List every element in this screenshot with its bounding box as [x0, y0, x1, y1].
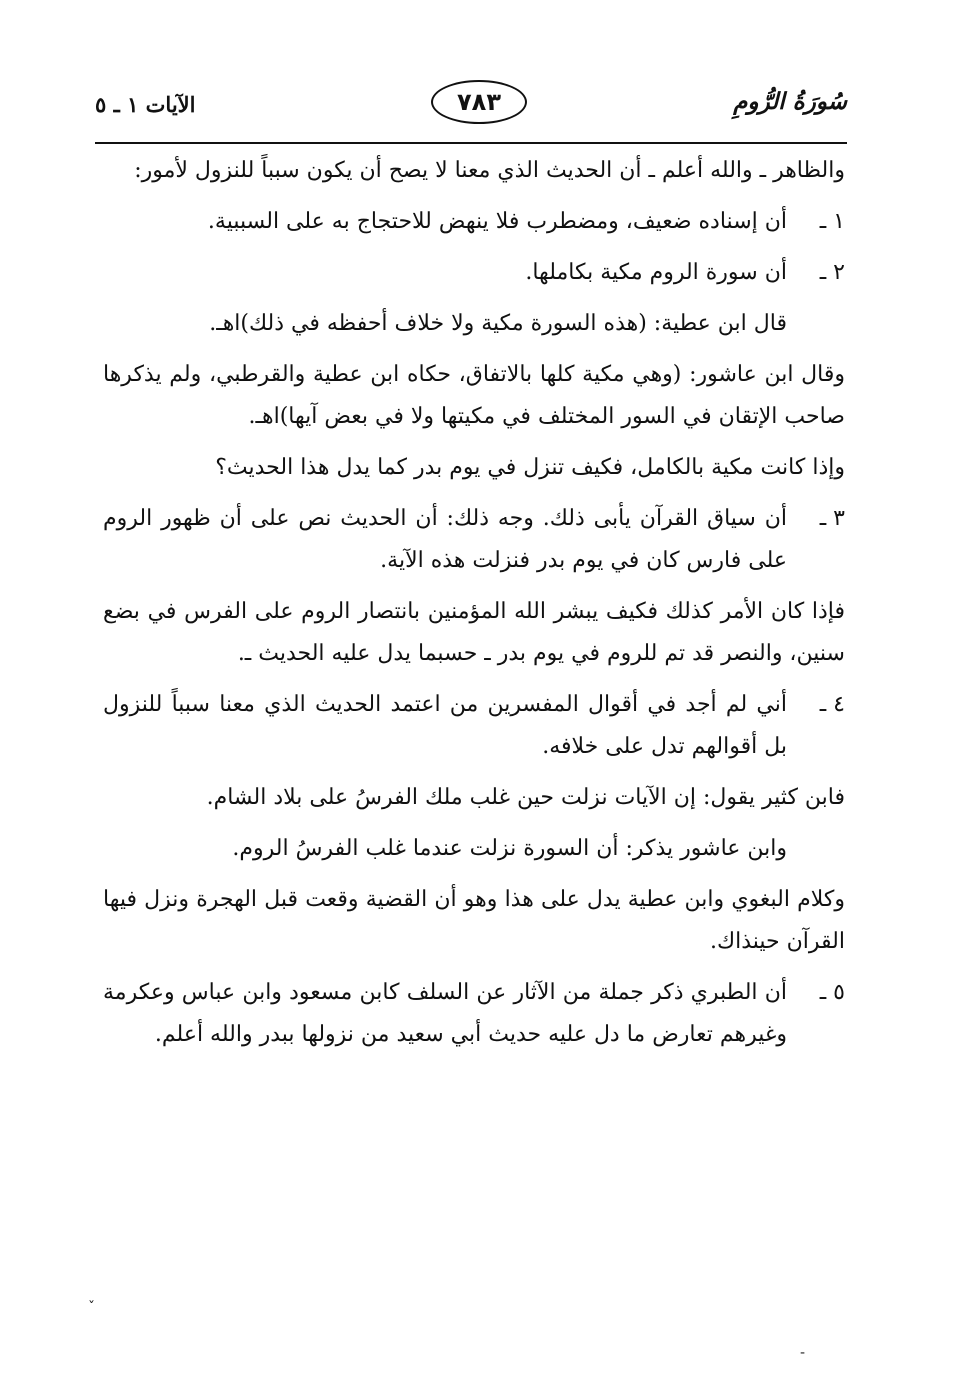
list-item-text: أني لم أجد في أقوال المفسرين من اعتمد الحديث الذي معنا سبباً للنزول بل أقوالهم تدل على خلافه. [103, 692, 787, 759]
list-item-2 [103, 252, 845, 294]
list-number: ٣ ـ [819, 506, 845, 531]
list-item-text: أن الطبري ذكر جملة من الآثار عن السلف كابن مسعود وابن عباس وعكرمة وغيرهم تعارض ما دل عليه حديث أبي سعيد من نزولها ببدر والله أعلم. [103, 980, 787, 1047]
list-item-3 [103, 498, 845, 582]
list-item-4 [103, 684, 845, 768]
scan-speck: ˇ [88, 1300, 95, 1316]
consequence-paragraph: فإذا كان الأمر كذلك فكيف يبشر الله المؤمنين بانتصار الروم على الفرس في بضع سنين، والنصر قد تم للروم في يوم بدر ـ حسبما يدل عليه الحديث ـ. [103, 599, 845, 666]
makki-question-paragraph: وإذا كانت مكية بالكامل، فكيف تنزل في يوم بدر كما يدل هذا الحديث؟ [215, 455, 845, 480]
ibn-kathir-paragraph: فابن كثير يقول: إن الآيات نزلت حين غلب ملك الفرسُ على بلاد الشام. [206, 785, 845, 810]
verses-range: الآيات ١ ـ ٥ [95, 92, 196, 117]
list-item-5 [103, 972, 845, 1056]
header-divider [95, 142, 847, 144]
page-number: ٧٨٣ [431, 80, 527, 124]
ibn-atiyyah-paragraph: قال ابن عطية: (هذه السورة مكية ولا خلاف أحفظه في ذلك)اهـ. [209, 311, 787, 336]
list-number: ٤ ـ [819, 692, 845, 717]
list-number: ٢ ـ [819, 260, 845, 285]
list-item-text: أن سياق القرآن يأبى ذلك. وجه ذلك: أن الحديث نص على أن ظهور الروم على فارس كان في يوم بدر فنزلت هذه الآية. [103, 506, 787, 573]
list-item-text: أن سورة الروم مكية بكاملها. [525, 260, 787, 285]
list-item-text: أن إسناده ضعيف، ومضطرب فلا ينهض للاحتجاج به على السببية. [207, 209, 787, 234]
ibn-ashur-paragraph: وقال ابن عاشور: (وهي مكية كلها بالاتفاق، حكاه ابن عطية والقرطبي، ولم يذكرها صاحب الإتقان في السور المختلف في مكيتها ولا في بعض آيها)اهـ. [103, 362, 845, 429]
scan-speck: - [800, 1345, 806, 1361]
surah-title: سُورَةُ الرُّومِ [733, 88, 847, 115]
list-number: ١ ـ [819, 209, 845, 234]
page-header [95, 78, 847, 138]
page-body [103, 150, 845, 1065]
list-number: ٥ ـ [819, 980, 845, 1005]
list-item-1 [103, 201, 845, 243]
intro-paragraph: والظاهر ـ والله أعلم ـ أن الحديث الذي معنا لا يصح أن يكون سبباً للنزول لأمور: [134, 158, 845, 183]
baghawi-paragraph: وكلام البغوي وابن عطية يدل على هذا وهو أن القضية وقعت قبل الهجرة ونزل فيها القرآن حينذاك. [103, 887, 845, 954]
ibn-ashur-second-paragraph: وابن عاشور يذكر: أن السورة نزلت عندما غلب الفرسُ الروم. [232, 836, 787, 861]
